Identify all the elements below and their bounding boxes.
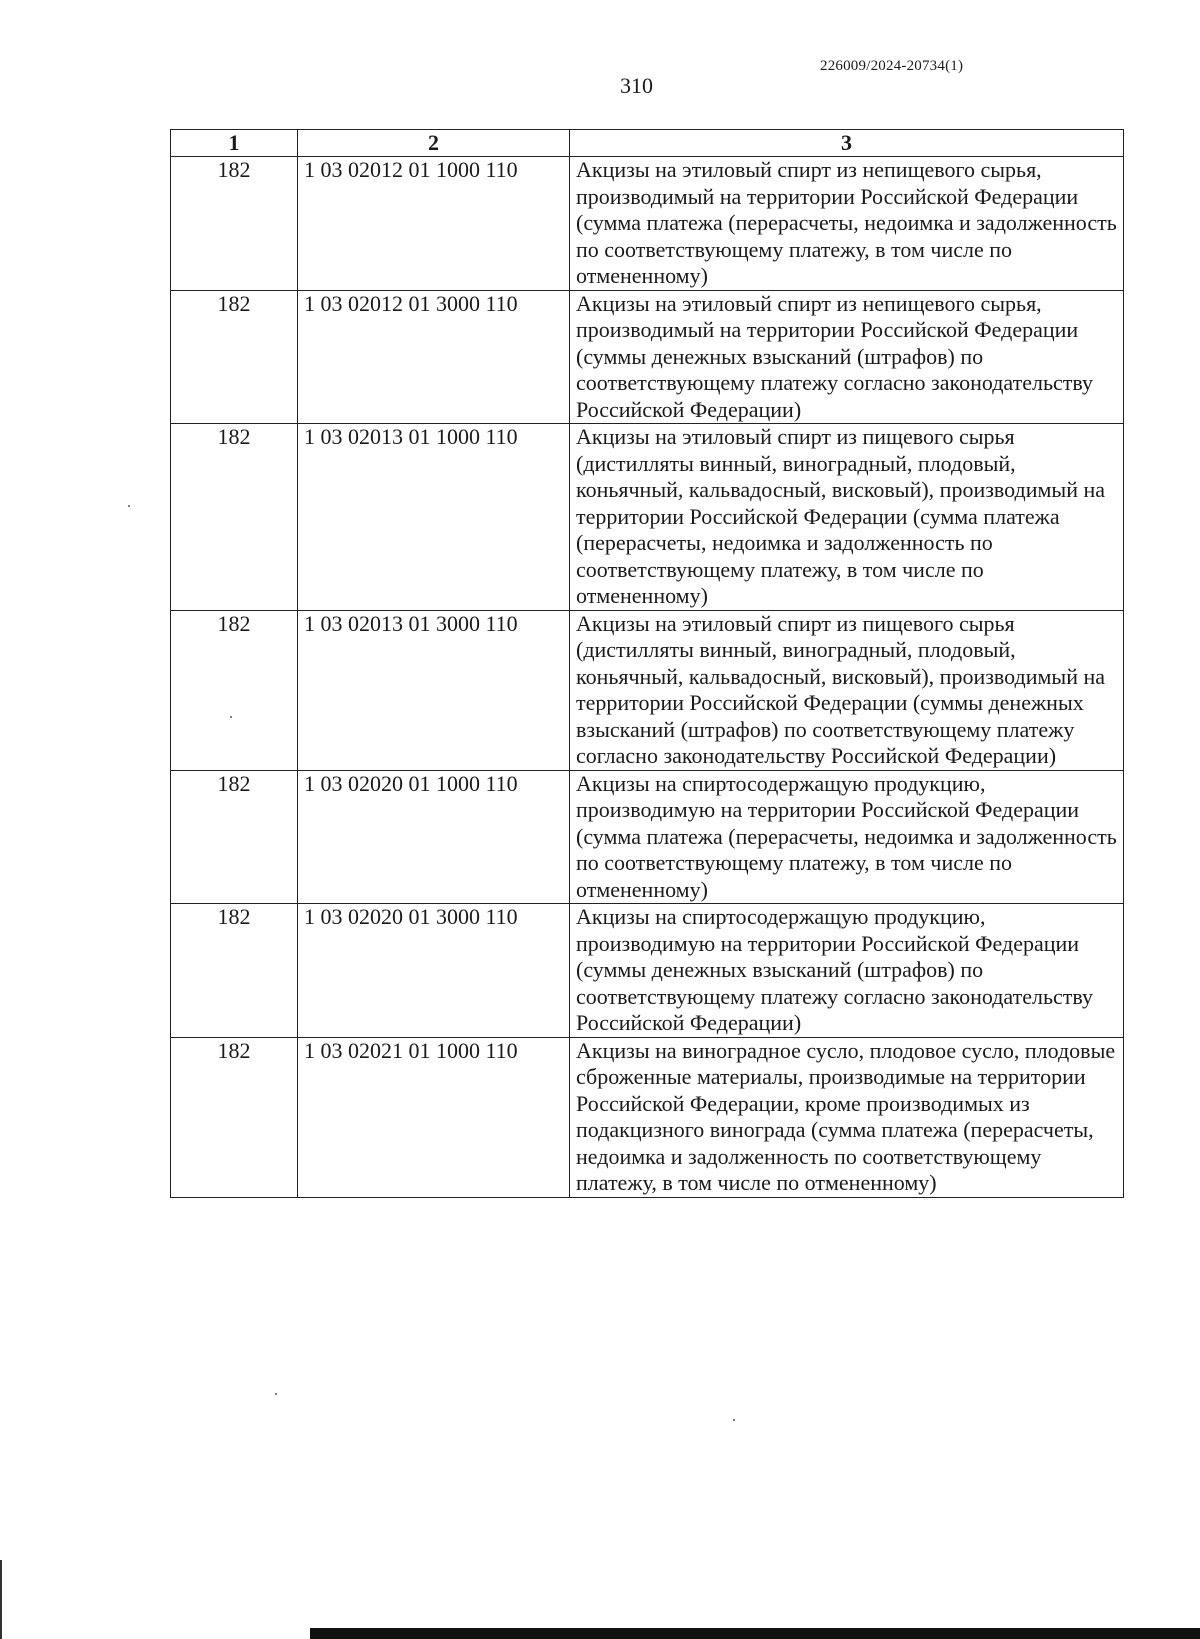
description-cell: Акцизы на этиловый спирт из непищевого сырья, производимый на территории Российской Федерации (сумма платежа (перерасчеты, недоимка и задолженность по соответствующему платежу, в том числе по отмененному) xyxy=(570,157,1124,291)
kbk-code-cell: 1 03 02013 01 3000 110 xyxy=(298,610,570,770)
kbk-code-cell: 1 03 02012 01 1000 110 xyxy=(298,157,570,291)
administrator-code-cell: 182 xyxy=(171,290,298,424)
table-header xyxy=(171,130,1124,157)
administrator-code-cell: 182 xyxy=(171,157,298,291)
table-row xyxy=(171,610,1124,770)
description-cell: Акцизы на этиловый спирт из пищевого сырья (дистилляты винный, виноградный, плодовый, коньячный, кальвадосный, висковый), производимый на территории Российской Федерации (сумма платежа (перерасчеты, недоимка и задолженность по соответствующему платежу, в том числе по отмененному) xyxy=(570,424,1124,611)
column-header-1: 1 xyxy=(171,130,298,157)
table-row xyxy=(171,290,1124,424)
administrator-code-cell: 182 xyxy=(171,770,298,904)
column-header-2: 2 xyxy=(298,130,570,157)
scan-speck xyxy=(128,505,130,507)
document-registration-number: 226009/2024-20734(1) xyxy=(820,58,964,74)
description-cell: Акцизы на спиртосодержащую продукцию, производимую на территории Российской Федерации (сумма платежа (перерасчеты, недоимка и задолженность по соответствующему платежу, в том числе по отмененному) xyxy=(570,770,1124,904)
administrator-code-cell: 182 xyxy=(171,904,298,1038)
table-row xyxy=(171,1037,1124,1197)
administrator-code-cell: 182 xyxy=(171,424,298,611)
page-number: 310 xyxy=(620,73,653,98)
kbk-code-cell: 1 03 02013 01 1000 110 xyxy=(298,424,570,611)
description-cell: Акцизы на этиловый спирт из пищевого сырья (дистилляты винный, виноградный, плодовый, коньячный, кальвадосный, висковый), производимый на территории Российской Федерации (суммы денежных взысканий (штрафов) по соответствующему платежу согласно законодательству Российской Федерации) xyxy=(570,610,1124,770)
table-body xyxy=(171,157,1124,1198)
scan-speck xyxy=(230,716,232,718)
table-row xyxy=(171,157,1124,291)
scan-speck xyxy=(275,1393,277,1395)
table-row xyxy=(171,424,1124,611)
kbk-code-cell: 1 03 02012 01 3000 110 xyxy=(298,290,570,424)
administrator-code-cell: 182 xyxy=(171,610,298,770)
table-row xyxy=(171,904,1124,1038)
table-header-row xyxy=(171,130,1124,157)
kbk-code-cell: 1 03 02020 01 3000 110 xyxy=(298,904,570,1038)
budget-classification-table xyxy=(170,129,1124,1198)
description-cell: Акцизы на спиртосодержащую продукцию, производимую на территории Российской Федерации (суммы денежных взысканий (штрафов) по соответствующему платежу согласно законодательству Российской Федерации) xyxy=(570,904,1124,1038)
scan-edge-bottom xyxy=(310,1628,1200,1639)
scan-speck xyxy=(733,1419,735,1421)
administrator-code-cell: 182 xyxy=(171,1037,298,1197)
description-cell: Акцизы на этиловый спирт из непищевого сырья, производимый на территории Российской Федерации (суммы денежных взысканий (штрафов) по соответствующему платежу согласно законодательству Российской Федерации) xyxy=(570,290,1124,424)
kbk-code-cell: 1 03 02021 01 1000 110 xyxy=(298,1037,570,1197)
kbk-code-cell: 1 03 02020 01 1000 110 xyxy=(298,770,570,904)
description-cell: Акцизы на виноградное сусло, плодовое сусло, плодовые сброженные материалы, производимые на территории Российской Федерации, кроме производимых из подакцизного винограда (сумма платежа (перерасчеты, недоимка и задолженность по соответствующему платежу, в том числе по отмененному) xyxy=(570,1037,1124,1197)
table-row xyxy=(171,770,1124,904)
column-header-3: 3 xyxy=(570,130,1124,157)
scan-edge-left xyxy=(0,1560,2,1639)
